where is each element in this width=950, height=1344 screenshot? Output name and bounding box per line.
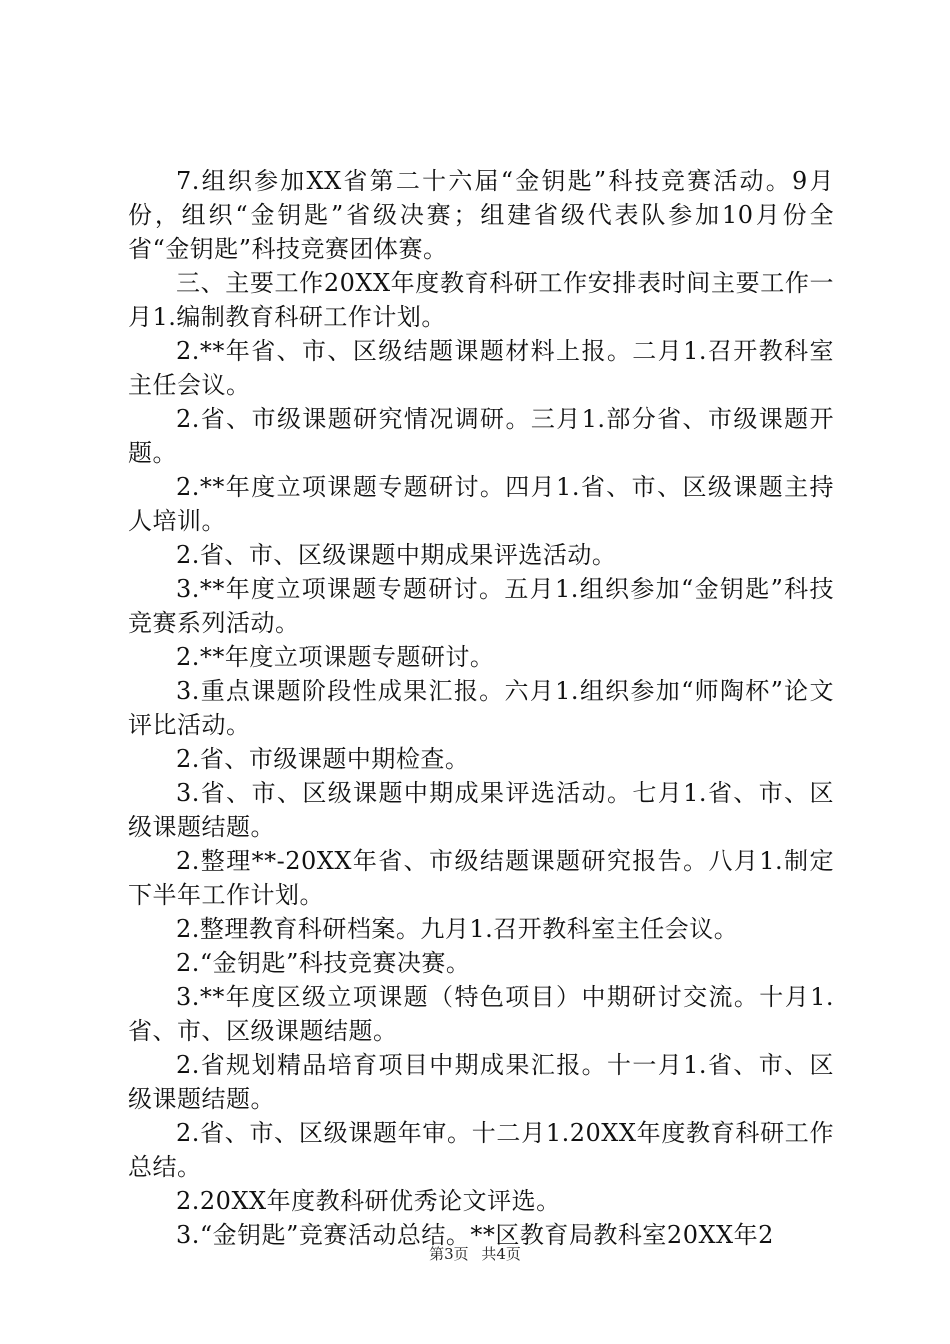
paragraph: 2.“金钥匙”科技竞赛决赛。 [176,949,471,977]
paragraph: 2.**年省、市、区级结题课题材料上报。二月1.召开教科室主任会议。 [128,337,834,399]
paragraph: 3.**年度区级立项课题（特色项目）中期研讨交流。十月1.省、市、区级课题结题。 [128,983,834,1045]
paragraph: 3.省、市、区级课题中期成果评选活动。七月1.省、市、区级课题结题。 [128,779,834,841]
document-body [128,164,834,1252]
paragraph: 3.**年度立项课题专题研讨。五月1.组织参加“金钥匙”科技竞赛系列活动。 [128,575,834,637]
paragraph: 三、主要工作20XX年度教育科研工作安排表时间主要工作一月1.编制教育科研工作计划。 [128,269,834,331]
paragraph: 2.省、市级课题中期检查。 [176,745,470,773]
page-number: 第3页 [429,1245,469,1263]
paragraph: 2.省规划精品培育项目中期成果汇报。十一月1.省、市、区级课题结题。 [128,1051,834,1113]
paragraph: 3.“金钥匙”竞赛活动总结。**区教育局教科室20XX年2 [176,1221,774,1249]
paragraph: 2.**年度立项课题专题研讨。四月1.省、市、区级课题主持人培训。 [128,473,834,535]
paragraph: 7.组织参加XX省第二十六届“金钥匙”科技竞赛活动。9月份，组织“金钥匙”省级决赛；组建省级代表队参加10月份全省“金钥匙”科技竞赛团体赛。 [128,167,834,263]
paragraph: 2.省、市、区级课题年审。十二月1.20XX年度教育科研工作总结。 [128,1119,834,1181]
paragraph: 2.20XX年度教科研优秀论文评选。 [176,1187,561,1215]
paragraph: 2.整理**-20XX年省、市级结题课题研究报告。八月1.制定下半年工作计划。 [128,847,834,909]
paragraph: 2.**年度立项课题专题研讨。 [176,643,495,671]
paragraph: 3.重点课题阶段性成果汇报。六月1.组织参加“师陶杯”论文评比活动。 [128,677,834,739]
page-footer [0,1244,950,1264]
paragraph: 2.整理教育科研档案。九月1.召开教科室主任会议。 [176,915,739,943]
paragraph: 2.省、市、区级课题中期成果评选活动。 [176,541,617,569]
page-total: 共4页 [481,1245,521,1263]
paragraph: 2.省、市级课题研究情况调研。三月1.部分省、市级课题开题。 [128,405,834,467]
